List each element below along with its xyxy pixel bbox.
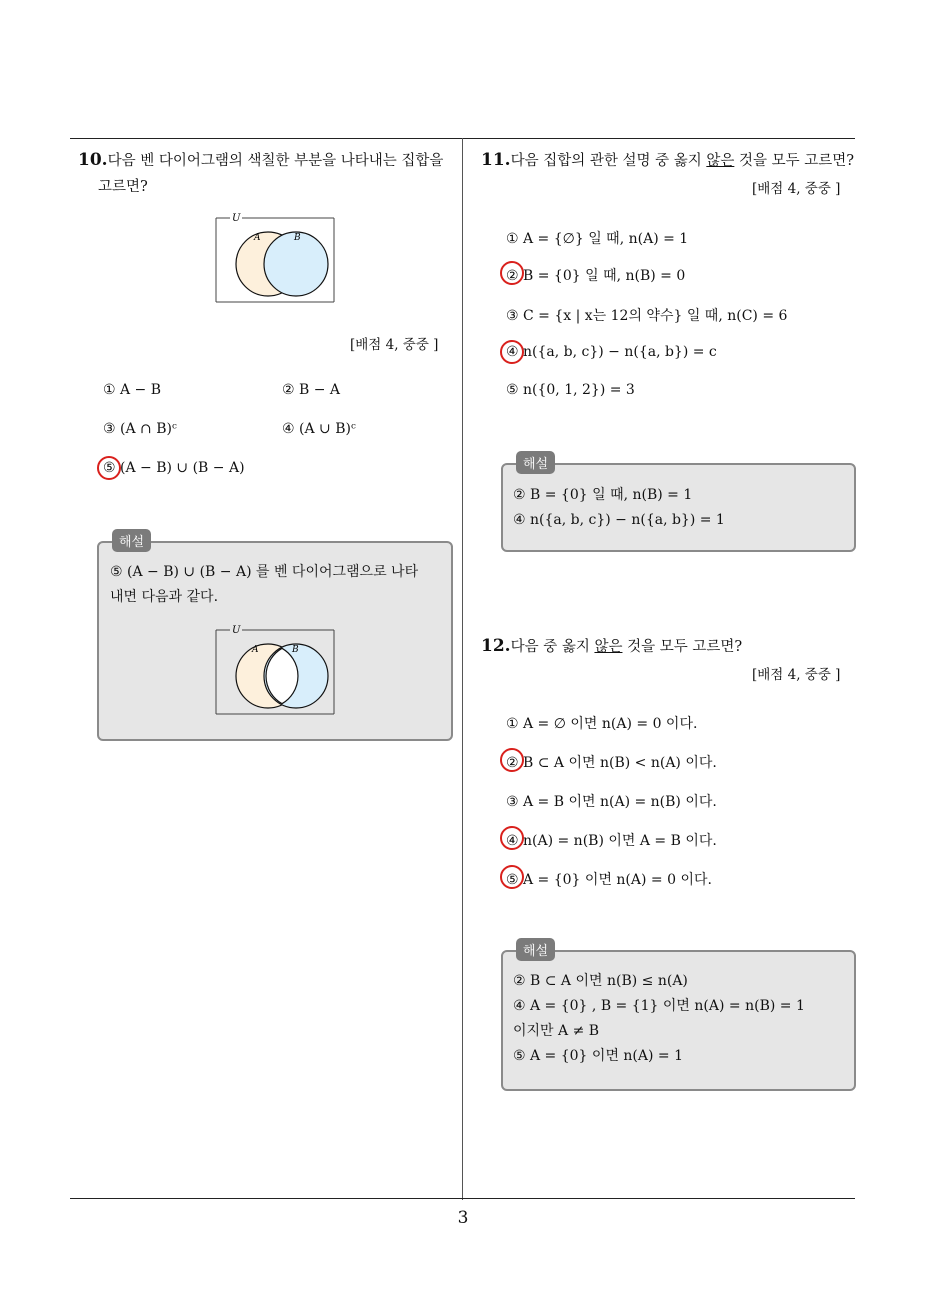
q10-option-4[interactable]: ④ (A ∪ B)ᶜ [282, 421, 356, 437]
q12-solution-tag: 해설 [516, 938, 555, 961]
q12-option-3[interactable]: ③ A = B 이면 n(A) = n(B) 이다. [506, 794, 717, 810]
q11-option-5[interactable]: ⑤ n({0, 1, 2}) = 3 [506, 382, 635, 398]
q10-sol-label-a: A [252, 645, 259, 655]
q11-solution-text [513, 483, 848, 533]
q10-sol-label-u: U [232, 625, 241, 636]
q12-solution-line1: ② B ⊂ A 이면 n(B) ≤ n(A) [513, 973, 688, 989]
q10-solution-text [110, 560, 445, 610]
q12-answer-mark-4 [500, 826, 524, 850]
column-divider [462, 138, 463, 1200]
q11-answer-mark-2 [500, 261, 524, 285]
q11-question-pre: 다음 집합의 관한 설명 중 옳지 [510, 153, 707, 169]
q11-solution-line2: ④ n({a, b, c}) − n({a, b}) = 1 [513, 512, 725, 528]
q10-option-5[interactable]: ⑤ (A − B) ∪ (B − A) [103, 460, 245, 476]
q11-option-2[interactable]: ② B = {0} 일 때, n(B) = 0 [506, 268, 686, 284]
q11-question-post: 것을 모두 고르면? [734, 153, 854, 169]
q12-option-2[interactable]: ② B ⊂ A 이면 n(B) < n(A) 이다. [506, 755, 717, 771]
q10-question-line1: 다음 벤 다이어그램의 색칠한 부분을 나타내는 집합을 [107, 153, 444, 169]
bottom-rule [70, 1198, 855, 1199]
q10-number: 10. [78, 150, 108, 170]
q10-label-u: U [232, 213, 241, 224]
q10-question-line2: 고르면? [98, 179, 148, 195]
q12-solution-line2: ④ A = {0} , B = {1} 이면 n(A) = n(B) = 1 [513, 998, 805, 1014]
q12-question [481, 633, 861, 660]
q11-meta: [배점 4, 중중 ] [752, 181, 841, 197]
q10-option-1[interactable]: ① A − B [103, 382, 162, 398]
q12-answer-mark-5 [500, 865, 524, 889]
q10-solution-tag: 해설 [112, 529, 151, 552]
q10-option-3[interactable]: ③ (A ∩ B)ᶜ [103, 421, 177, 437]
q12-option-5[interactable]: ⑤ A = {0} 이면 n(A) = 0 이다. [506, 872, 712, 888]
q12-option-1[interactable]: ① A = ∅ 이면 n(A) = 0 이다. [506, 716, 698, 732]
q10-solution-venn [212, 622, 338, 718]
q11-number: 11. [481, 150, 511, 170]
q12-meta: [배점 4, 중중 ] [752, 667, 841, 683]
q10-sol-label-b: B [292, 645, 299, 655]
q11-question [481, 147, 861, 174]
q12-option-4[interactable]: ④ n(A) = n(B) 이면 A = B 이다. [506, 833, 717, 849]
q11-option-3[interactable]: ③ C = {x | x는 12의 약수} 일 때, n(C) = 6 [506, 308, 788, 324]
q10-label-b: B [294, 233, 301, 243]
q12-question-post: 것을 모두 고르면? [622, 639, 743, 655]
q12-question-underlined: 않은 [594, 639, 623, 655]
q10-venn-diagram [212, 210, 338, 306]
q10-meta: [배점 4, 중중 ] [350, 337, 439, 353]
q12-solution-text [513, 969, 848, 1069]
q10-question [78, 147, 458, 200]
q11-option-1[interactable]: ① A = {∅} 일 때, n(A) = 1 [506, 231, 689, 247]
q12-solution-line3: 이지만 A ≠ B [513, 1023, 600, 1039]
q12-solution-line4: ⑤ A = {0} 이면 n(A) = 1 [513, 1048, 684, 1064]
q11-question-underlined: 않은 [706, 153, 735, 169]
page-number: 3 [457, 1208, 469, 1228]
q10-option-2[interactable]: ② B − A [282, 382, 341, 398]
q11-answer-mark-4 [500, 340, 524, 364]
q11-solution-line1: ② B = {0} 일 때, n(B) = 1 [513, 487, 693, 503]
q12-question-pre: 다음 중 옳지 [510, 639, 595, 655]
q12-answer-mark-2 [500, 748, 524, 772]
q10-label-a: A [254, 233, 261, 243]
q11-solution-tag: 해설 [516, 451, 555, 474]
q12-number: 12. [481, 636, 511, 656]
q11-option-4[interactable]: ④ n({a, b, c}) − n({a, b}) = c [506, 344, 717, 360]
q10-answer-mark-5 [97, 456, 121, 480]
q10-solution-line1: ⑤ (A − B) ∪ (B − A) 를 벤 다이어그램으로 나타 [110, 564, 419, 580]
q10-solution-line2: 내면 다음과 같다. [110, 589, 219, 605]
